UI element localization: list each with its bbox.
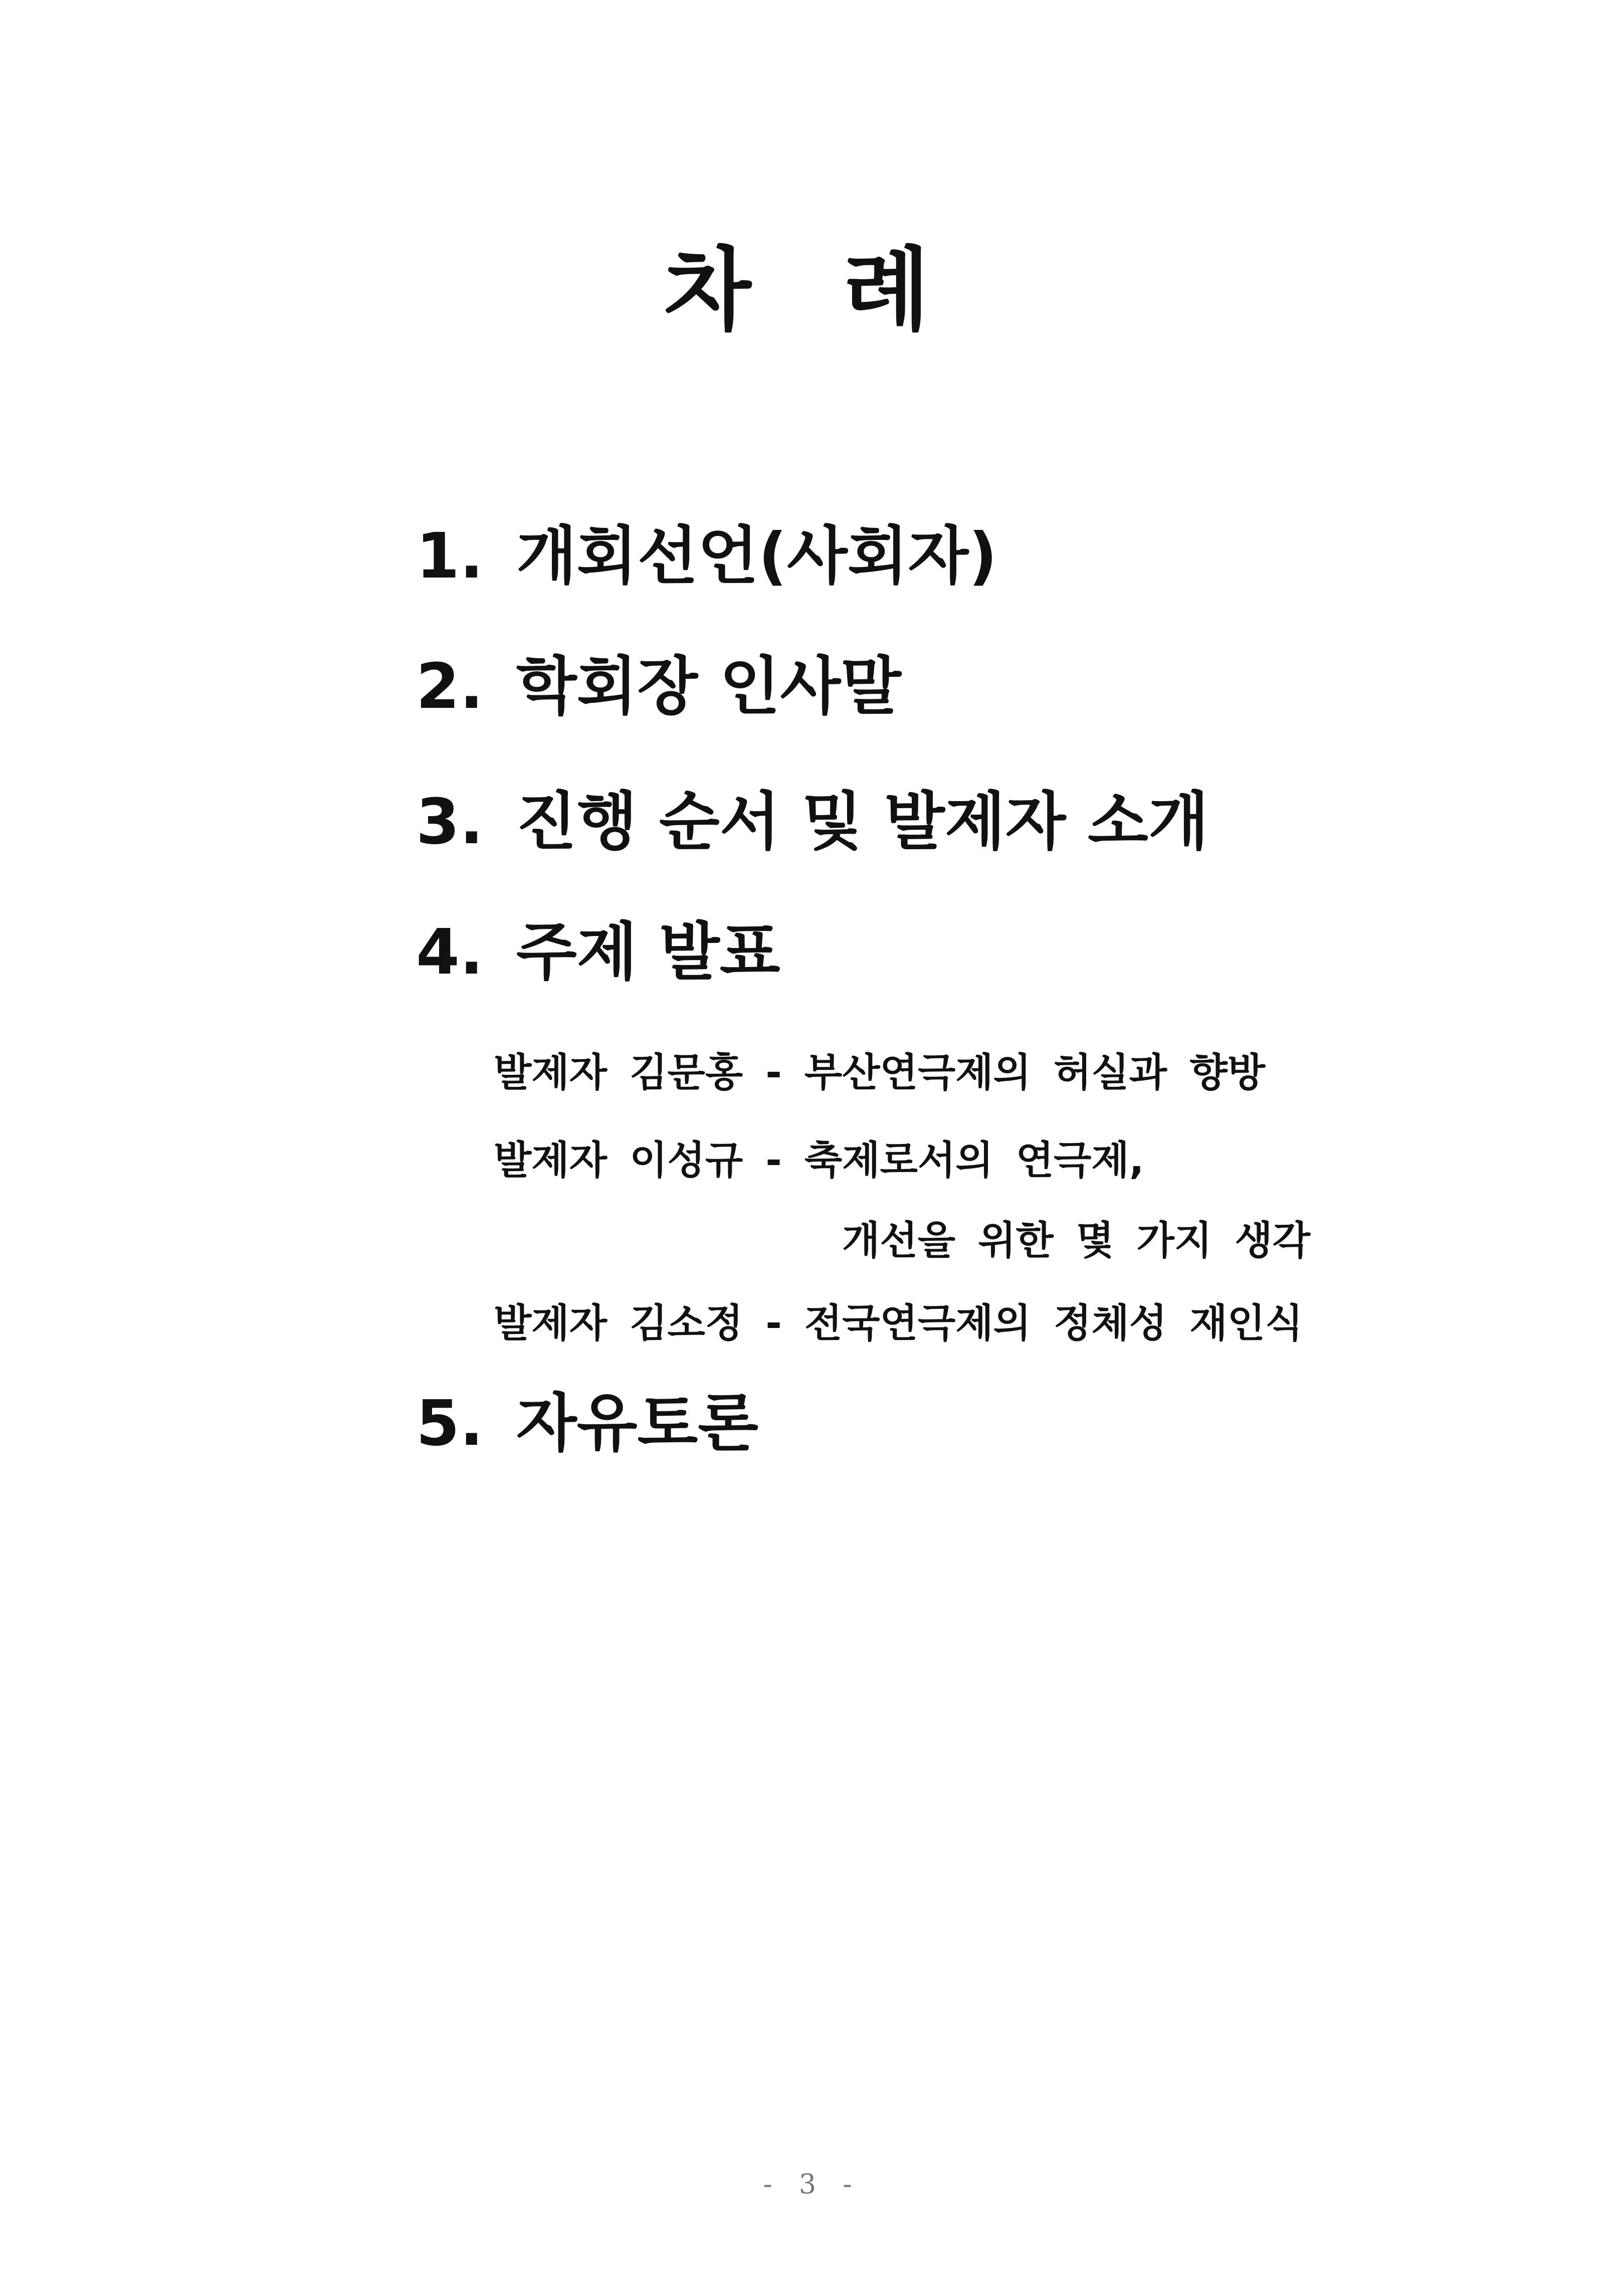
presentation-line-2: 발제자 이성규 - 축제로서의 연극제,	[494, 1138, 1144, 1183]
toc-item-label: 진행 순서 및 발제자 소개	[516, 786, 1209, 858]
toc-item-4	[416, 912, 780, 993]
presentation-line-1: 발제자 김문홍 - 부산연극제의 허실과 향방	[494, 1050, 1266, 1095]
toc-item-3	[416, 782, 1209, 862]
toc-item-number: 4.	[416, 916, 484, 989]
toc-item-5	[416, 1384, 758, 1464]
toc-item-label: 학회장 인사말	[516, 650, 902, 723]
presentation-line-2-continued: 개선을 위한 몇 가지 생각	[842, 1218, 1311, 1263]
presentation-line-3: 발제자 김소정 - 전국연극제의 정체성 재인식	[494, 1301, 1303, 1346]
page-title: 차 례	[664, 238, 960, 343]
toc-item-label: 주제 발표	[516, 916, 780, 989]
toc-item-number: 5.	[416, 1387, 484, 1460]
page-number: - 3 -	[763, 2168, 861, 2200]
toc-item-number: 1.	[416, 520, 484, 593]
toc-item-label: 자유토론	[516, 1387, 758, 1460]
toc-item-label: 개회선언(사회자)	[516, 520, 997, 593]
toc-item-2	[416, 647, 901, 727]
toc-item-number: 2.	[416, 650, 484, 723]
toc-item-number: 3.	[416, 786, 484, 858]
toc-item-1	[416, 516, 997, 597]
